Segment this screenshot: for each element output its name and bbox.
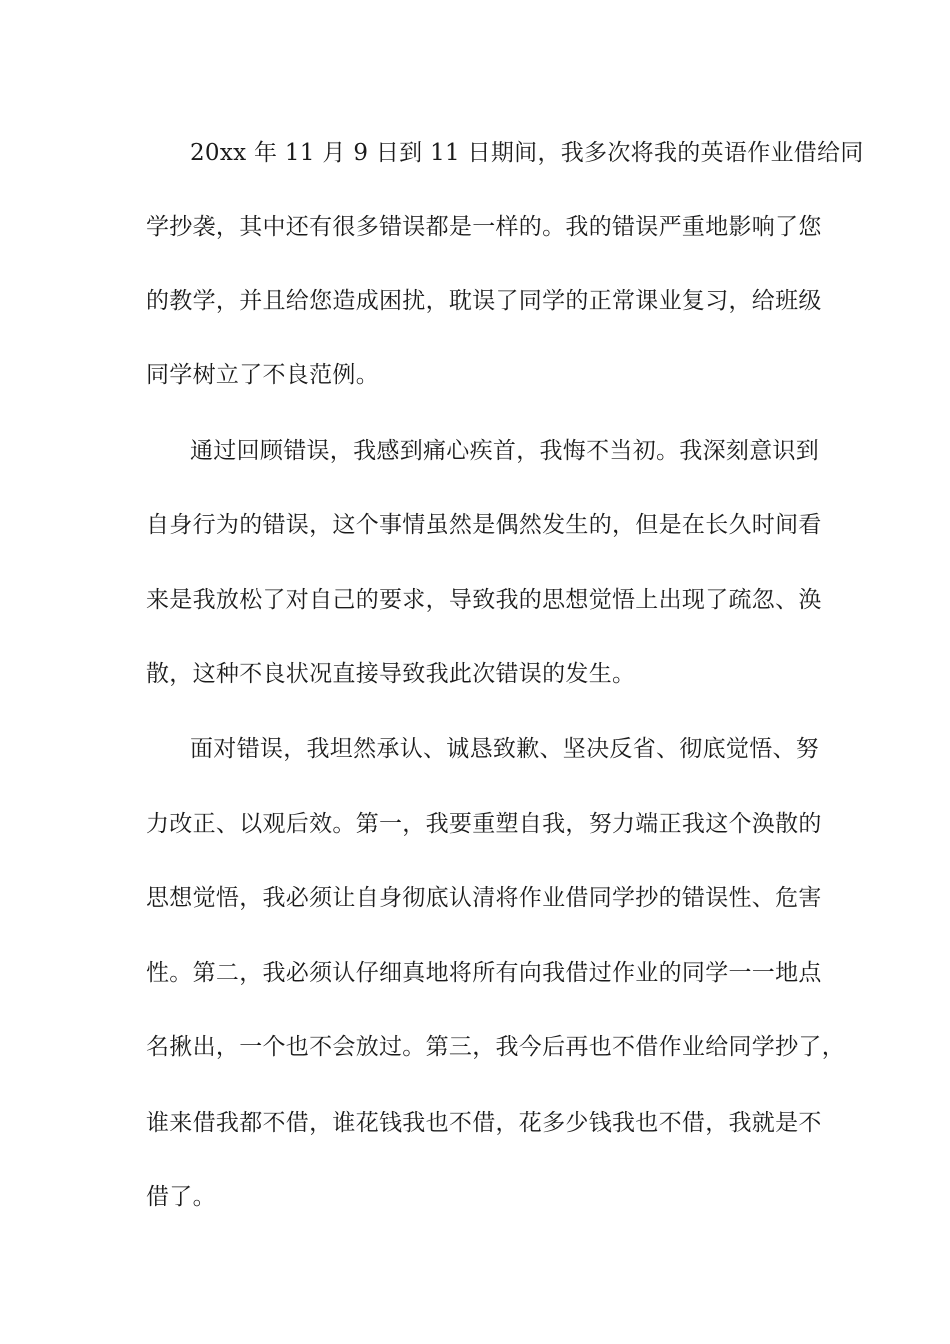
- paragraph-line: 的教学，并且给您造成困扰，耽误了同学的正常课业复习，给班级: [146, 288, 822, 314]
- paragraph-line: 20xx 年 11 月 9 日到 11 日期间，我多次将我的英语作业借给同: [190, 140, 864, 166]
- paragraph-line: 自身行为的错误，这个事情虽然是偶然发生的，但是在长久时间看: [146, 512, 822, 538]
- paragraph-line: 面对错误，我坦然承认、诚恳致歉、坚决反省、彻底觉悟、努: [190, 736, 820, 762]
- paragraph-line: 思想觉悟，我必须让自身彻底认清将作业借同学抄的错误性、危害: [146, 885, 822, 911]
- paragraph-line: 名揪出，一个也不会放过。第三，我今后再也不借作业给同学抄了，: [146, 1034, 845, 1060]
- paragraph-line: 借了。: [146, 1184, 216, 1210]
- paragraph-line: 谁来借我都不借，谁花钱我也不借，花多少钱我也不借，我就是不: [146, 1110, 822, 1136]
- paragraph-line: 通过回顾错误，我感到痛心疾首，我悔不当初。我深刻意识到: [190, 438, 820, 464]
- paragraph-line: 力改正、以观后效。第一，我要重塑自我，努力端正我这个涣散的: [146, 811, 822, 837]
- paragraph-line: 来是我放松了对自己的要求，导致我的思想觉悟上出现了疏忽、涣: [146, 587, 822, 613]
- paragraph-line: 性。第二，我必须认仔细真地将所有向我借过作业的同学一一地点: [146, 960, 822, 986]
- paragraph-line: 学抄袭，其中还有很多错误都是一样的。我的错误严重地影响了您: [146, 214, 822, 240]
- paragraph-line: 同学树立了不良范例。: [146, 362, 379, 388]
- paragraph-line: 散，这种不良状况直接导致我此次错误的发生。: [146, 661, 636, 687]
